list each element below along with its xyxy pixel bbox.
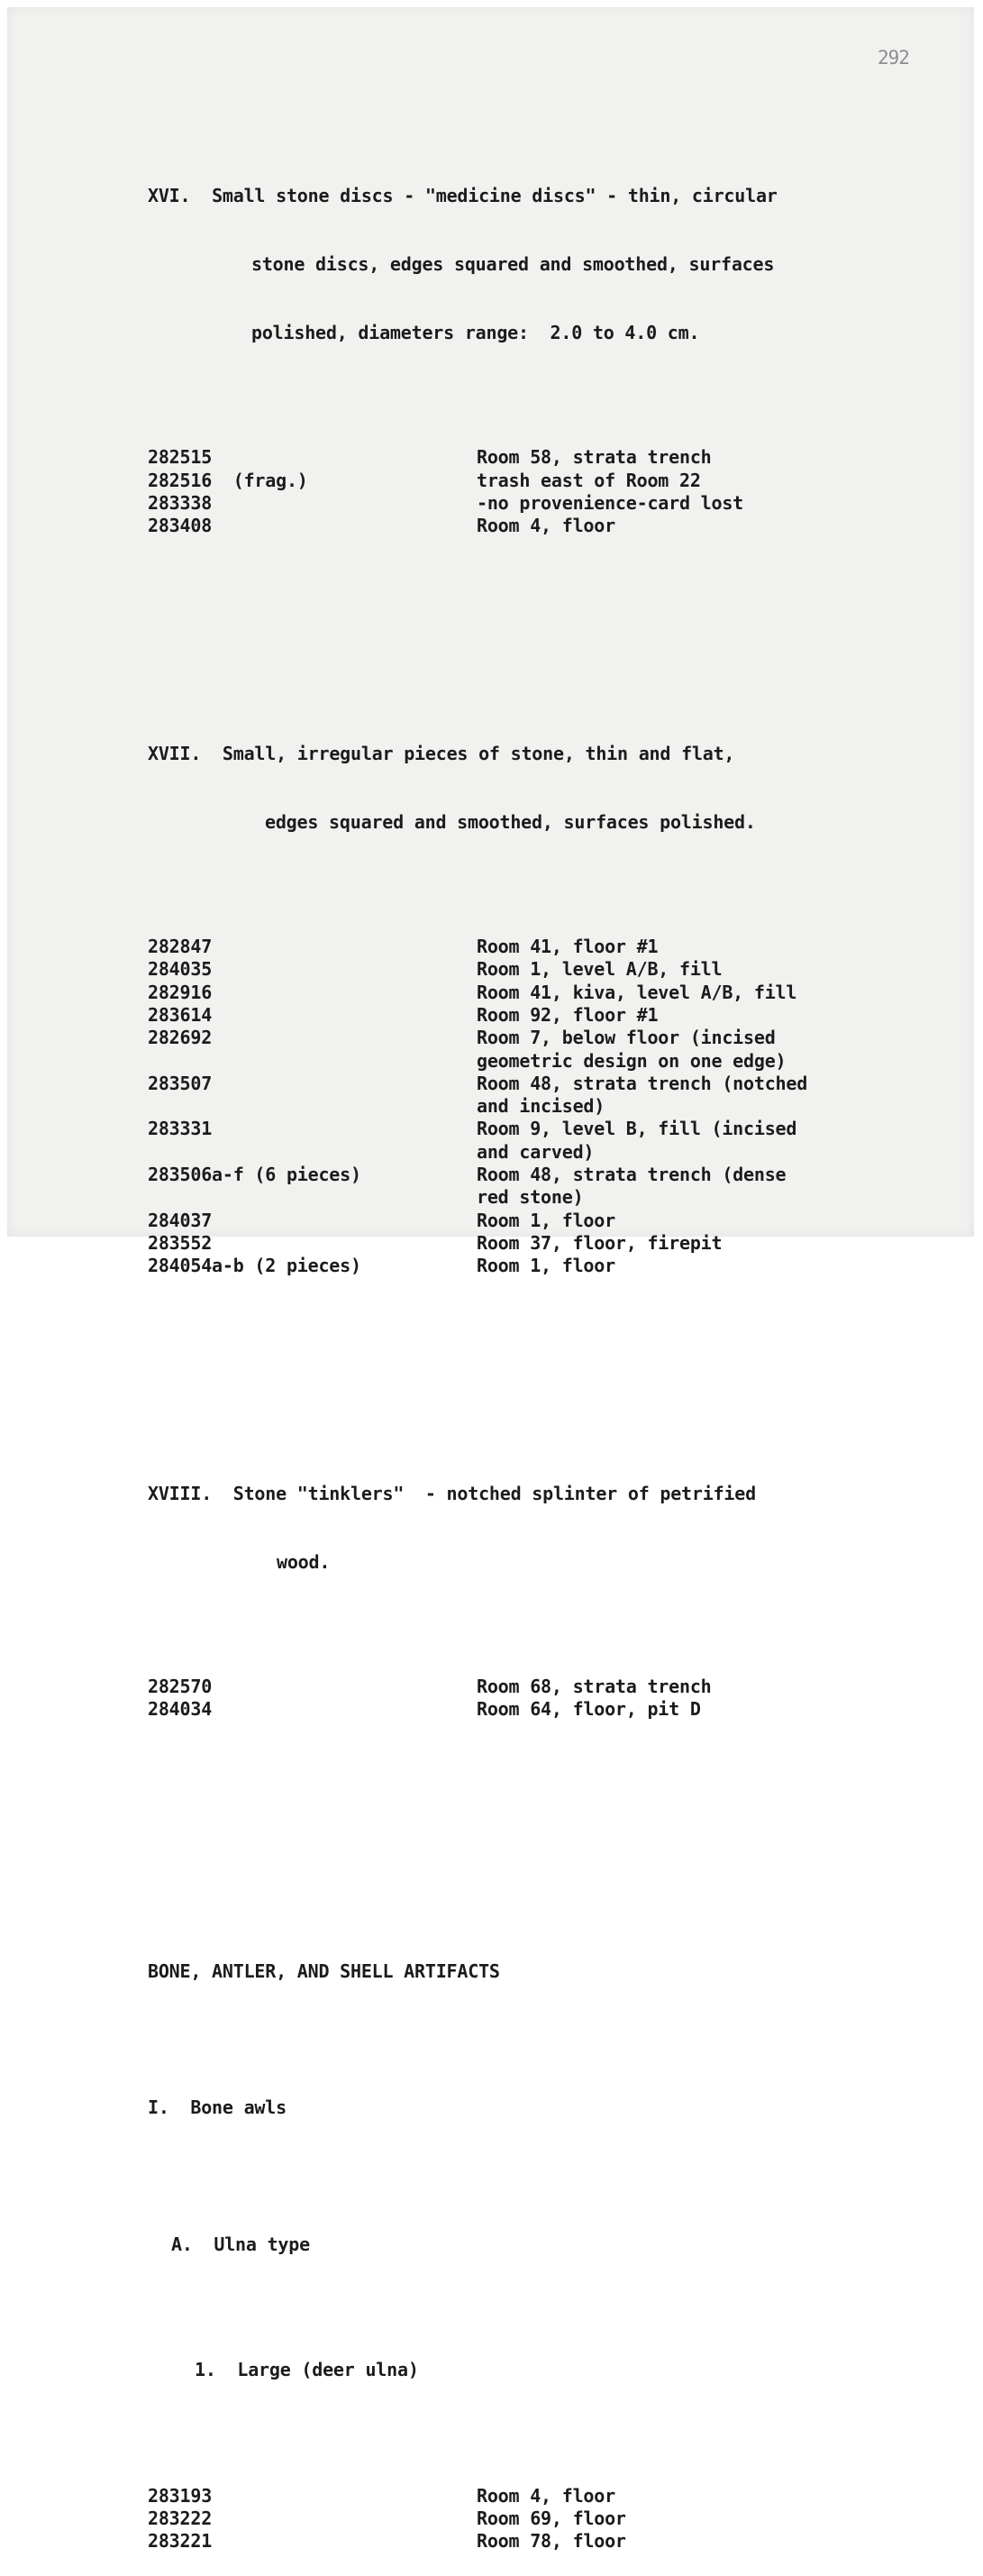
section-numeral: XVII.: [148, 742, 202, 764]
catalog-entry: [148, 1073, 869, 1095]
catalog-entry: [148, 1676, 869, 1698]
provenience: Room 48, strata trench (dense: [477, 1164, 787, 1186]
subheading-bone-awls: I. Bone awls: [148, 2096, 287, 2119]
catalog-number: 284035: [148, 958, 213, 981]
catalog-number: 282570: [148, 1676, 213, 1697]
provenience: and carved): [477, 1140, 595, 1163]
entries-bone: [148, 2485, 869, 2553]
catalog-number: 284037: [148, 1209, 213, 1231]
catalog-number: 283506a-f: [148, 1164, 244, 1186]
catalog-entry: [148, 1164, 869, 1186]
section-heading-xviii: [148, 1483, 869, 1505]
section-title-line: Stone "tinklers" - notched splinter of petrified: [232, 1482, 756, 1504]
catalog-number: 282515: [148, 446, 213, 469]
provenience: Room 9, level B, fill (incised: [477, 1118, 797, 1140]
provenience: Room 41, kiva, level A/B, fill: [477, 981, 797, 1003]
catalog-number: 283338: [148, 492, 213, 515]
catalog-number: 283408: [148, 515, 213, 537]
type-heading: A. Ulna type: [171, 2233, 310, 2255]
catalog-entry: [148, 982, 869, 1004]
catalog-entry: [148, 470, 869, 492]
provenience: Room 64, floor, pit D: [477, 1698, 701, 1721]
provenience: Room 58, strata trench: [477, 446, 712, 469]
provenience: Room 4, floor: [477, 2484, 615, 2507]
catalog-number: 283552: [148, 1231, 213, 1254]
provenience: Room 78, floor: [477, 2530, 626, 2553]
catalog-number: 283222: [148, 2507, 213, 2529]
section-title-line: Small stone discs - "medicine discs" - thin, circular: [212, 185, 778, 207]
catalog-entry: [148, 1698, 869, 1721]
entries-xviii: [148, 1676, 869, 1722]
section-title-line: wood.: [277, 1550, 331, 1573]
provenience: Room 1, level A/B, fill: [477, 958, 723, 981]
catalog-entry: [148, 446, 869, 469]
catalog-number: 282847: [148, 936, 213, 958]
catalog-entry-continuation: [148, 1050, 869, 1073]
catalog-number: 282516: [148, 469, 213, 491]
catalog-number: 283331: [148, 1118, 213, 1140]
section-title-line: edges squared and smoothed, surfaces polished.: [265, 810, 756, 833]
catalog-number: 282692: [148, 1027, 213, 1049]
provenience: -no provenience-card lost: [477, 492, 744, 515]
catalog-entry: [148, 1210, 869, 1232]
provenience: trash east of Room 22: [477, 469, 701, 491]
catalog-entry-continuation: [148, 1095, 869, 1118]
provenience: Room 1, floor: [477, 1209, 615, 1231]
provenience: Room 68, strata trench: [477, 1676, 712, 1697]
catalog-number: 283221: [148, 2530, 213, 2553]
catalog-entry: [148, 958, 869, 981]
provenience: Room 48, strata trench (notched: [477, 1072, 808, 1094]
catalog-entry: [148, 515, 869, 537]
major-heading: BONE, ANTLER, AND SHELL ARTIFACTS: [148, 1959, 500, 1982]
catalog-entry-continuation: [148, 1186, 869, 1209]
provenience: Room 1, floor: [477, 1255, 615, 1277]
catalog-entry: [148, 2485, 869, 2507]
catalog-entry: [148, 1027, 869, 1049]
entries-xvi: [148, 446, 869, 537]
catalog-entry: [148, 492, 869, 515]
catalog-number: 283614: [148, 1003, 213, 1026]
catalog-entry: [148, 1118, 869, 1140]
catalog-note: (6 pieces): [254, 1164, 361, 1186]
provenience: Room 92, floor #1: [477, 1003, 659, 1026]
section-numeral: XVIII.: [148, 1482, 213, 1504]
catalog-note: (2 pieces): [254, 1255, 361, 1277]
provenience: red stone): [477, 1186, 584, 1209]
provenience: geometric design on one edge): [477, 1049, 787, 1072]
catalog-entry: [148, 1232, 869, 1255]
catalog-entry: [148, 936, 869, 958]
catalog-number: 283193: [148, 2484, 213, 2507]
catalog-entry-continuation: [148, 1141, 869, 1164]
provenience: and incised): [477, 1095, 605, 1118]
section-heading-xvi: [148, 185, 869, 207]
catalog-number: 283507: [148, 1072, 213, 1094]
catalog-entry: [148, 1004, 869, 1027]
provenience: Room 37, floor, firepit: [477, 1231, 723, 1254]
provenience: Room 4, floor: [477, 515, 615, 537]
catalog-number: 284054a-b: [148, 1255, 244, 1277]
catalog-entry: [148, 1255, 869, 1277]
catalog-entry: [148, 2530, 869, 2553]
catalog-content: [148, 94, 869, 2576]
section-heading-xvii: [148, 743, 869, 765]
section-numeral: XVI.: [148, 185, 191, 207]
section-title-line: stone discs, edges squared and smoothed, surfaces: [251, 253, 775, 276]
page-number: 292: [878, 47, 909, 69]
provenience: Room 7, below floor (incised: [477, 1027, 776, 1049]
catalog-note: (frag.): [232, 469, 308, 491]
entries-xvii: [148, 936, 869, 1277]
catalog-entry: [148, 2507, 869, 2530]
catalog-number: 284034: [148, 1698, 213, 1721]
section-title-line: polished, diameters range: 2.0 to 4.0 cm.: [251, 321, 700, 343]
provenience: Room 69, floor: [477, 2507, 626, 2529]
section-title-line: Small, irregular pieces of stone, thin and flat,: [222, 742, 735, 764]
catalog-number: 282916: [148, 981, 213, 1003]
size-heading: 1. Large (deer ulna): [195, 2359, 419, 2381]
provenience: Room 41, floor #1: [477, 936, 659, 958]
